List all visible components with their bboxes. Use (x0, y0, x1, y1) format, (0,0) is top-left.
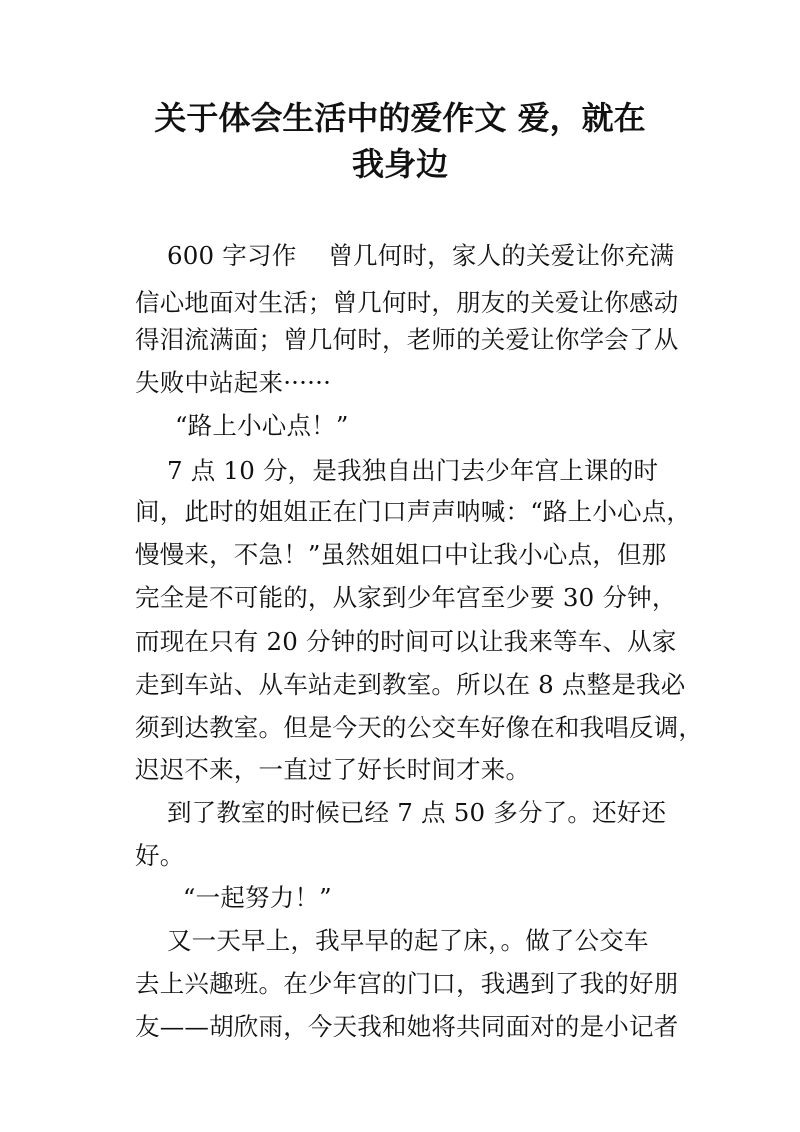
body-line: 友——胡欣雨，今天我和她将共同面对的是小记者 (135, 1012, 679, 1041)
document-title-line-2: 我身边 (351, 145, 448, 183)
body-line: 到了教室的时候已经 7 点 50 多分了。还好还 (135, 798, 667, 827)
body-line: 好。 (135, 841, 185, 870)
body-line: 慢慢来，不急！”虽然姐姐口中让我小心点，但那 (135, 540, 667, 569)
document-title-line-1: 关于体会生活中的爱作文 爱，就在 (154, 99, 646, 137)
body-line: “一起努力！” (135, 883, 332, 912)
body-line: 去上兴趣班。在少年宫的门口，我遇到了我的好朋 (135, 969, 679, 998)
body-line: 又一天早上，我早早的起了床，。做了公交车 (135, 926, 649, 955)
body-line: 须到达教室。但是今天的公交车好像在和我唱反调， (135, 713, 704, 742)
body-line: 600 字习作 曾几何时，家人的关爱让你充满 (135, 241, 675, 270)
body-line: 失败中站起来······ (135, 368, 332, 397)
body-line: 走到车站、从车站走到教室。所以在 8 点整是我必 (135, 670, 686, 699)
body-line: 得泪流满面；曾几何时，老师的关爱让你学会了从 (135, 325, 679, 354)
body-line: 信心地面对生活；曾几何时，朋友的关爱让你感动 (135, 288, 679, 317)
body-line: “路上小心点！” (135, 411, 349, 440)
body-line: 完全是不可能的，从家到少年宫至少要 30 分钟， (135, 583, 677, 612)
body-line: 迟迟不来，一直过了好长时间才来。 (135, 755, 531, 784)
body-line: 7 点 10 分，是我独自出门去少年宫上课的时 (135, 456, 659, 485)
body-line: 而现在只有 20 分钟的时间可以让我来等车、从家 (135, 627, 677, 656)
body-line: 间，此时的姐姐正在门口声声呐喊：“路上小心点， (135, 497, 692, 526)
